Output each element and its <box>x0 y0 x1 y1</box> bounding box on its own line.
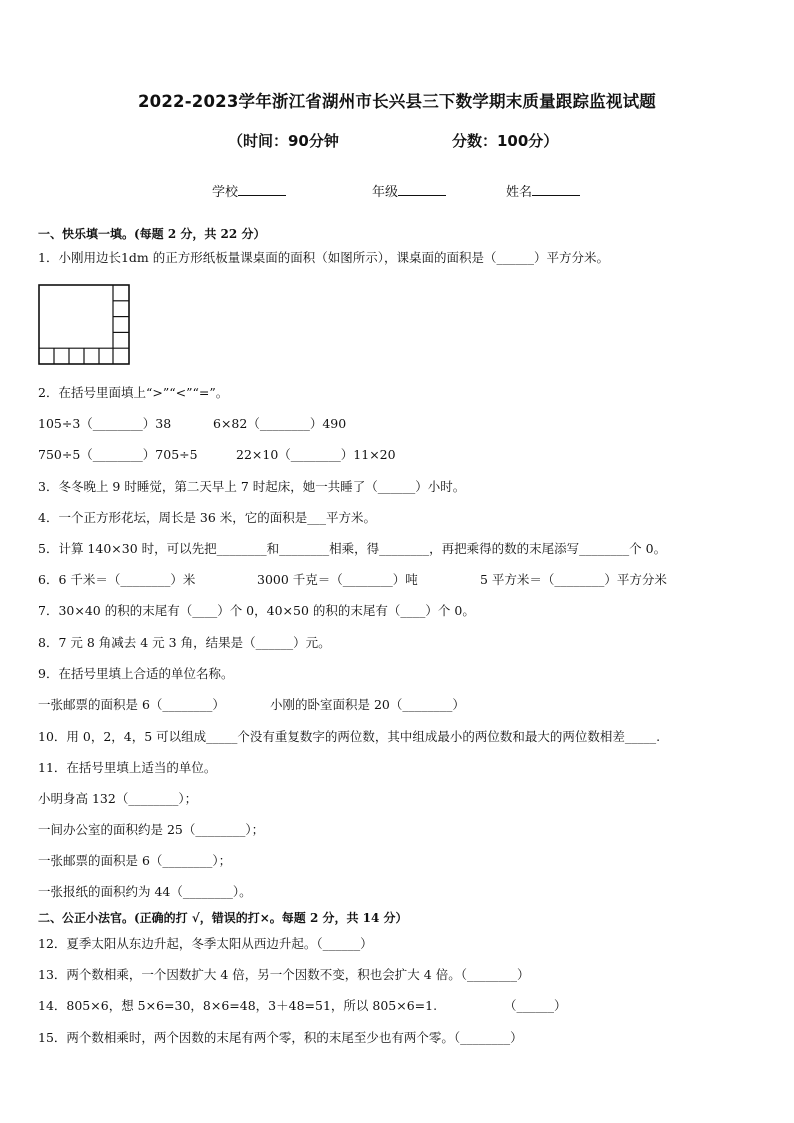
question-15: 15．两个数相乘时，两个因数的末尾有两个零，积的末尾至少也有两个零。（________） <box>38 1030 523 1045</box>
question-9: 9．在括号里填上合适的单位名称。 <box>38 666 234 681</box>
grade-blank[interactable] <box>398 183 446 196</box>
school-label: 学校 <box>212 185 239 200</box>
section-1-heading: 一、快乐填一填。(每题 2 分，共 22 分） <box>38 227 266 241</box>
question-1: 1．小刚用边长1dm 的正方形纸板量课桌面的面积（如图所示），课桌面的面积是（______）平方分米。 <box>38 250 609 265</box>
name-blank[interactable] <box>532 183 580 196</box>
question-2d: 22×10（________）11×20 <box>236 447 396 462</box>
question-6c: 5 平方米＝（________）平方分米 <box>480 572 667 587</box>
question-6b: 3000 千克＝（________）吨 <box>257 572 418 587</box>
question-11a: 小明身高 132（________）； <box>38 791 198 806</box>
question-4: 4．一个正方形花坛，周长是 36 米，它的面积是___平方米。 <box>38 510 377 525</box>
exam-time: （时间：90分钟 <box>228 132 339 150</box>
desk-grid-figure <box>38 284 131 366</box>
grade-label: 年级 <box>372 185 399 200</box>
exam-score: 分数：100分） <box>452 132 559 150</box>
question-5: 5．计算 140×30 时，可以先把________和________相乘，得________，再把乘得的数的末尾添写________个 0。 <box>38 541 667 556</box>
school-blank[interactable] <box>238 183 286 196</box>
section-2-heading: 二、公正小法官。(正确的打 √，错误的打×。每题 2 分，共 14 分） <box>38 911 408 925</box>
question-2b: 6×82（________）490 <box>213 416 347 431</box>
question-6a: 6．6 千米＝（________）米 <box>38 572 196 587</box>
grade-field <box>372 181 446 200</box>
question-11: 11．在括号里填上适当的单位。 <box>38 760 217 775</box>
question-2a: 105÷3（________）38 <box>38 416 172 431</box>
question-8: 8．7 元 8 角减去 4 元 3 角，结果是（______）元。 <box>38 635 331 650</box>
question-12: 12．夏季太阳从东边升起，冬季太阳从西边升起。（______） <box>38 936 373 951</box>
question-14-answer: （______） <box>504 998 567 1013</box>
question-10: 10．用 0，2，4，5 可以组成_____个没有重复数字的两位数，其中组成最小的两位数和最大的两位数相差_____. <box>38 729 661 744</box>
question-7: 7．30×40 的积的末尾有（____）个 0，40×50 的积的末尾有（____）个 0。 <box>38 603 475 618</box>
question-9a: 一张邮票的面积是 6（________） <box>38 697 225 712</box>
question-14: 14．805×6，想 5×6=30，8×6=48，3＋48=51，所以 805×6=1. <box>38 998 438 1013</box>
question-3: 3．冬冬晚上 9 时睡觉，第二天早上 7 时起床，她一共睡了（______）小时。 <box>38 479 466 494</box>
school-field <box>212 181 286 200</box>
question-13: 13．两个数相乘，一个因数扩大 4 倍，另一个因数不变，积也会扩大 4 倍。（________） <box>38 967 530 982</box>
name-field <box>506 181 580 200</box>
question-11b: 一间办公室的面积约是 25（________）； <box>38 822 265 837</box>
exam-title: 2022-2023学年浙江省湖州市长兴县三下数学期末质量跟踪监视试题 <box>138 92 656 111</box>
question-9b: 小刚的卧室面积是 20（________） <box>270 697 465 712</box>
question-11c: 一张邮票的面积是 6（________）； <box>38 853 232 868</box>
question-2: 2．在括号里面填上“>”“<”“=”。 <box>38 385 229 400</box>
question-2c: 750÷5（________）705÷5 <box>38 447 198 462</box>
question-11d: 一张报纸的面积约为 44（________）。 <box>38 884 252 899</box>
name-label: 姓名 <box>506 185 533 200</box>
